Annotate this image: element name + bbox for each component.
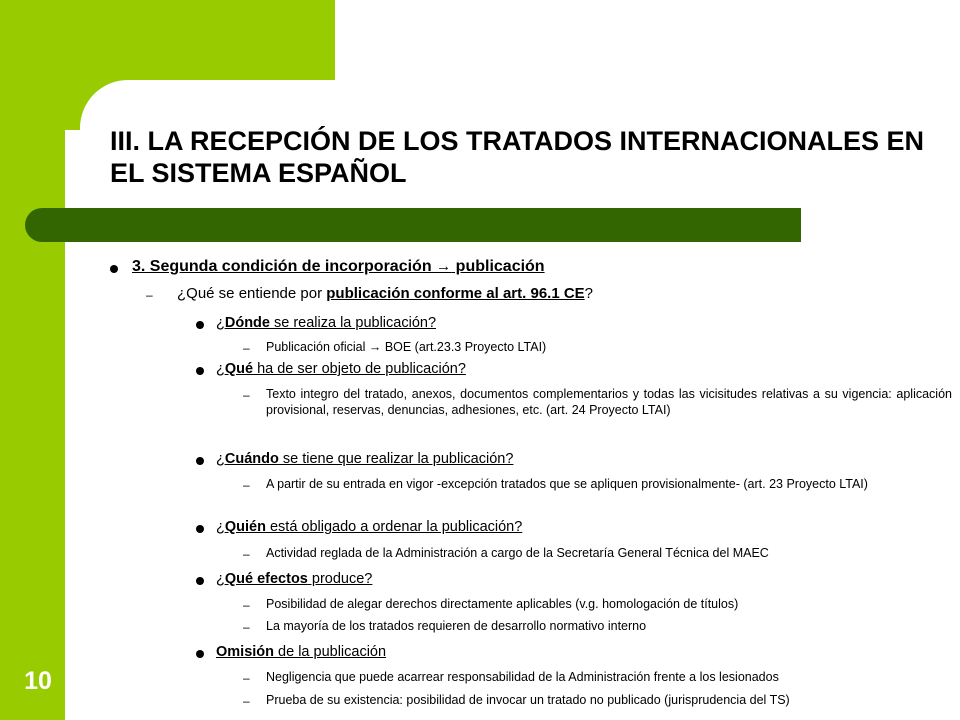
q-text: está obligado a ordenar la publicación? — [265, 519, 523, 535]
bullet-icon — [196, 457, 204, 465]
dash-marker: – — [243, 694, 250, 708]
main-point — [132, 258, 545, 276]
bullet-icon — [196, 367, 204, 375]
dash-marker: – — [243, 620, 250, 634]
main-point-text: 3. Segunda condición de incorporación — [132, 258, 437, 275]
answer-item: Negligencia que puede acarrear responsabilidad de la Administración frente a los lesionados — [266, 670, 779, 684]
dash-marker: – — [243, 547, 250, 561]
bullet-icon — [196, 577, 204, 585]
sub-question-text: ¿Qué se entiende por — [177, 285, 327, 302]
q-text: de la publicación — [274, 644, 387, 660]
answer-item: Posibilidad de alegar derechos directamente aplicables (v.g. homologación de títulos) — [266, 597, 739, 611]
arrow-right-icon: → — [436, 258, 452, 275]
q-keyword: Omisión — [216, 644, 275, 660]
dash-marker: – — [146, 288, 153, 302]
main-point-text-end: publicación — [451, 258, 545, 275]
q-open: ¿ — [216, 519, 225, 535]
dash-marker: – — [243, 341, 250, 355]
bullet-icon — [196, 321, 204, 329]
question-omision — [216, 644, 386, 660]
bullet-icon — [196, 525, 204, 533]
slide-title: III. LA RECEPCIÓN DE LOS TRATADOS INTERNACIONALES EN EL SISTEMA ESPAÑOL — [110, 126, 925, 188]
answer-item — [266, 339, 546, 355]
sub-question-bold: publicación conforme al art. 96.1 CE — [326, 285, 585, 302]
q-keyword: Qué efectos — [224, 571, 308, 587]
dash-marker: – — [243, 478, 250, 492]
question-cuando — [216, 451, 513, 467]
q-text: ha de ser objeto de publicación? — [253, 361, 466, 377]
bullet-icon — [196, 650, 204, 658]
q-keyword: Dónde — [224, 315, 270, 331]
q-keyword: Quién — [224, 519, 266, 535]
bullet-icon — [110, 265, 118, 273]
dash-marker: – — [243, 388, 250, 402]
dash-marker: – — [243, 671, 250, 685]
answer-item: Prueba de su existencia: posibilidad de invocar un tratado no publicado (jurisprudencia del TS) — [266, 693, 790, 707]
q-open: ¿ — [216, 571, 225, 587]
sub-question-end: ? — [584, 285, 594, 302]
q-text: se realiza la publicación? — [269, 315, 437, 331]
q-text: produce? — [307, 571, 373, 587]
q-open: ¿ — [216, 315, 225, 331]
answer-item: Actividad reglada de la Administración a cargo de la Secretaría General Técnica del MAEC — [266, 546, 769, 560]
answer-text: Publicación oficial — [266, 340, 369, 354]
question-donde — [216, 315, 436, 331]
answer-item: A partir de su entrada en vigor -excepción tratados que se apliquen provisionalmente- (art. 23 Proyecto LTAI) — [266, 477, 868, 491]
arrow-right-icon: → — [368, 340, 382, 354]
answer-item: Texto integro del tratado, anexos, documentos complementarios y todas las vicisitudes relativas a su vigencia: aplicación provisional, reservas, denuncias, adhesiones, etc. (art. 24 Proyecto LTAI) — [266, 387, 952, 417]
answer-item: La mayoría de los tratados requieren de desarrollo normativo interno — [266, 619, 647, 633]
q-keyword: Qué — [224, 361, 254, 377]
sub-question — [177, 285, 593, 302]
q-open: ¿ — [216, 361, 225, 377]
q-open: ¿ — [216, 451, 225, 467]
answer-text-end: BOE (art.23.3 Proyecto LTAI) — [381, 340, 547, 354]
dash-marker: – — [243, 598, 250, 612]
question-que — [216, 361, 466, 377]
question-efectos — [216, 571, 372, 587]
slide-number: 10 — [24, 667, 52, 695]
question-quien — [216, 519, 522, 535]
q-keyword: Cuándo — [224, 451, 279, 467]
q-text: se tiene que realizar la publicación? — [278, 451, 514, 467]
